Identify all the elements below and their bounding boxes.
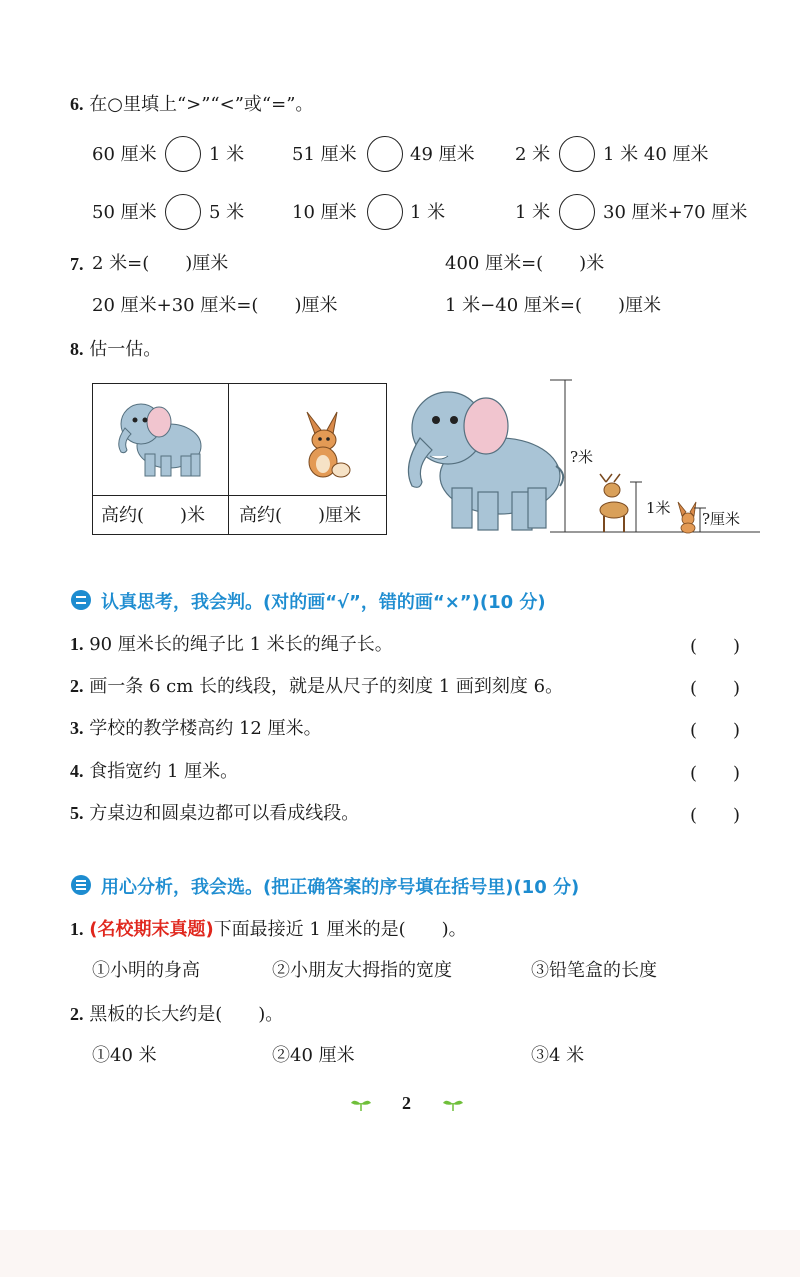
compare-circle-4[interactable] <box>165 194 201 230</box>
q6-item-2-left: 51 厘米 <box>292 144 357 165</box>
item-text: 90 厘米长的绳子比 1 米长的绳子长。 <box>89 634 393 655</box>
item-number: 1. <box>70 919 84 939</box>
choice-2-option-3[interactable]: ③4 米 <box>531 1045 585 1066</box>
item-number: 3. <box>70 718 84 738</box>
item-text: 画一条 6 cm 长的线段，就是从尺子的刻度 1 画到刻度 6。 <box>89 676 564 697</box>
choice-2-option-1[interactable]: ①40 米 <box>92 1045 157 1066</box>
compare-circle-1[interactable] <box>165 136 201 172</box>
deer-height-label: 1米 <box>646 499 671 517</box>
judge-item-1 <box>70 632 393 657</box>
table-cell-elephant-height[interactable]: 高约( )米 <box>101 505 206 526</box>
sprout-right-icon <box>442 1096 464 1112</box>
rabbit-height-label: ?厘米 <box>702 510 741 528</box>
q7-item-4[interactable]: 1 米−40 厘米=( )厘米 <box>445 295 662 316</box>
q8-heading <box>70 337 161 362</box>
answer-paren-2[interactable]: ( ) <box>690 678 741 699</box>
answer-paren-1[interactable]: ( ) <box>690 636 741 657</box>
exam-tag: (名校期末真题) <box>89 919 214 940</box>
elephant-small-icon <box>111 394 211 484</box>
q8-text: 估一估。 <box>89 339 162 360</box>
answer-paren-4[interactable]: ( ) <box>690 763 741 784</box>
item-number: 2. <box>70 1004 84 1024</box>
q7-number: 7. <box>70 254 84 274</box>
item-text: 下面最接近 1 厘米的是( )。 <box>213 919 467 940</box>
item-number: 1. <box>70 634 84 654</box>
q8-number: 8. <box>70 339 84 359</box>
table-cell-rabbit-height[interactable]: 高约( )厘米 <box>239 505 362 526</box>
compare-circle-3[interactable] <box>559 136 595 172</box>
q7-item-2[interactable]: 400 厘米=( )米 <box>445 253 605 274</box>
answer-paren-3[interactable]: ( ) <box>690 720 741 741</box>
choice-question-2 <box>70 1002 283 1027</box>
q6-number: 6. <box>70 94 84 114</box>
footer-band <box>0 1230 800 1277</box>
item-number: 4. <box>70 761 84 781</box>
item-text: 方桌边和圆桌边都可以看成线段。 <box>89 803 360 824</box>
sprout-left-icon <box>350 1096 372 1112</box>
section-2-badge-icon <box>71 590 91 610</box>
q6-item-1-right: 1 米 <box>209 144 245 165</box>
q6-item-3-right: 1 米 40 厘米 <box>603 144 709 165</box>
q6-item-5-right: 1 米 <box>410 202 446 223</box>
q6-text: 在○里填上“>”“<”或“=”。 <box>89 94 314 115</box>
compare-circle-5[interactable] <box>367 194 403 230</box>
q6-item-4-right: 5 米 <box>209 202 245 223</box>
choice-1-option-1[interactable]: ①小明的身高 <box>92 960 200 981</box>
choice-1-option-3[interactable]: ③铅笔盒的长度 <box>531 960 657 981</box>
q7-item-3[interactable]: 20 厘米+30 厘米=( )厘米 <box>92 295 338 316</box>
judge-item-3 <box>70 716 322 741</box>
answer-paren-5[interactable]: ( ) <box>690 805 741 826</box>
table-divider <box>228 384 229 534</box>
q6-item-5-left: 10 厘米 <box>292 202 357 223</box>
item-number: 2. <box>70 676 84 696</box>
q6-item-3-left: 2 米 <box>515 144 551 165</box>
q6-item-2-right: 49 厘米 <box>410 144 475 165</box>
item-number: 5. <box>70 803 84 823</box>
elephant-large-icon <box>408 392 563 530</box>
section-2-title: 认真思考，我会判。(对的画“√”，错的画“×”)(10 分) <box>101 592 546 613</box>
item-text: 黑板的长大约是( )。 <box>89 1004 284 1025</box>
compare-circle-6[interactable] <box>559 194 595 230</box>
judge-item-4 <box>70 759 238 784</box>
judge-item-2 <box>70 674 563 699</box>
item-text: 学校的教学楼高约 12 厘米。 <box>89 718 322 739</box>
q6-item-6-right: 30 厘米+70 厘米 <box>603 202 748 223</box>
deer-icon <box>600 474 628 532</box>
item-text: 食指宽约 1 厘米。 <box>89 761 239 782</box>
page-number: 2 <box>402 1093 411 1113</box>
rabbit-large-icon <box>678 502 696 533</box>
q6-item-1-left: 60 厘米 <box>92 144 157 165</box>
estimate-table <box>92 383 387 535</box>
table-divider <box>93 495 386 496</box>
judge-item-5 <box>70 801 359 826</box>
q6-heading <box>70 92 313 117</box>
choice-question-1 <box>70 917 467 942</box>
section-3-badge-icon <box>71 875 91 895</box>
q7-item-1[interactable]: 2 米=( )厘米 <box>92 253 229 274</box>
section-3-title: 用心分析，我会选。(把正确答案的序号填在括号里)(10 分) <box>101 877 580 898</box>
compare-circle-2[interactable] <box>367 136 403 172</box>
rabbit-small-icon <box>293 410 353 482</box>
q6-item-4-left: 50 厘米 <box>92 202 157 223</box>
choice-2-option-2[interactable]: ②40 厘米 <box>272 1045 355 1066</box>
q6-item-6-left: 1 米 <box>515 202 551 223</box>
elephant-height-label: ?米 <box>570 448 594 466</box>
choice-1-option-2[interactable]: ②小朋友大拇指的宽度 <box>272 960 452 981</box>
